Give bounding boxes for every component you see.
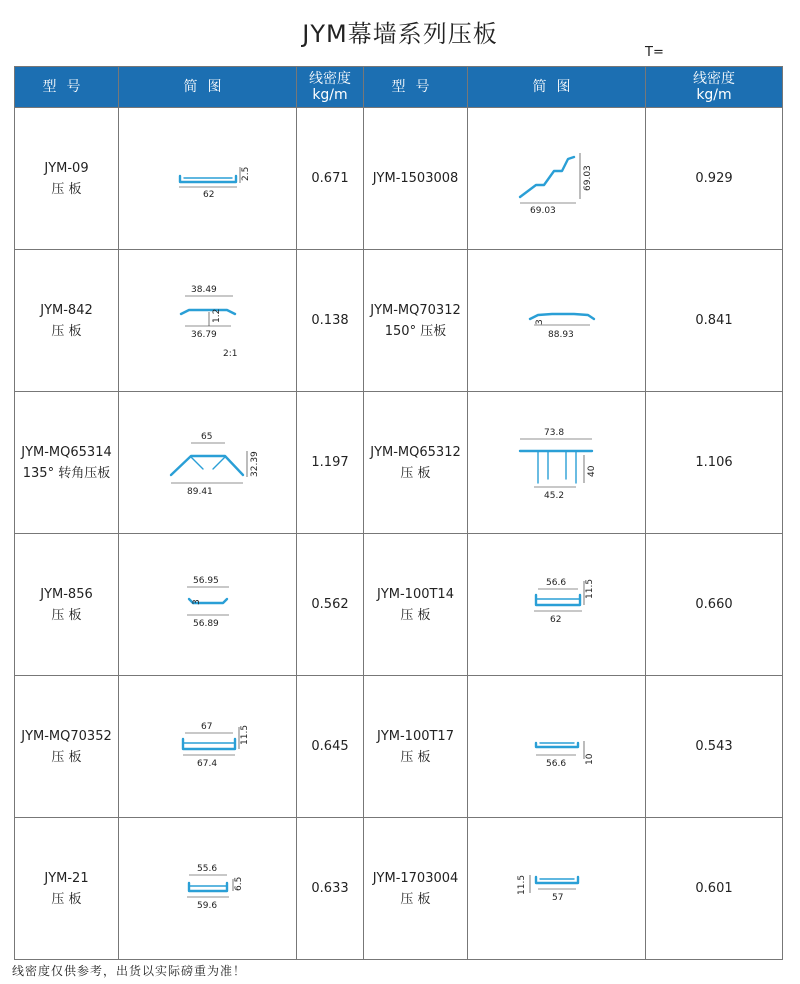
density-value: 0.601 xyxy=(646,818,783,960)
profile-drawing-jym-856 xyxy=(123,565,293,645)
model-desc: 压 板 xyxy=(400,607,431,623)
figure-cell xyxy=(119,250,297,392)
dim-label: 56.6 xyxy=(545,758,566,769)
model-cell xyxy=(364,534,468,676)
model-code: JYM-1503008 xyxy=(372,171,459,186)
header-figure: 简图 xyxy=(119,67,297,108)
dim-label: 55.6 xyxy=(196,863,217,874)
model-code: JYM-842 xyxy=(40,302,93,318)
table-row xyxy=(15,676,783,818)
dim-label: 45.2 xyxy=(543,490,564,501)
model-code: JYM-MQ65314 xyxy=(21,444,112,460)
dim-label: 11.5 xyxy=(239,724,250,745)
density-value: 0.929 xyxy=(646,108,783,250)
table-row xyxy=(15,818,783,960)
model-cell xyxy=(364,676,468,818)
figure-cell xyxy=(468,250,646,392)
header-density: 线密度 kg/m xyxy=(297,67,364,108)
figure-cell xyxy=(119,534,297,676)
dim-label: 36.79 xyxy=(190,329,217,340)
profile-drawing-jym-mq65312 xyxy=(472,423,642,503)
dim-label: 56.89 xyxy=(192,618,219,629)
dim-label: 89.41 xyxy=(186,486,213,497)
model-desc: 压 板 xyxy=(400,465,431,481)
model-desc: 压 板 xyxy=(51,749,82,765)
model-cell xyxy=(364,108,468,250)
model-cell xyxy=(15,534,119,676)
density-value: 1.197 xyxy=(297,392,364,534)
model-desc: 135° 转角压板 xyxy=(22,465,111,481)
dim-label: 67.4 xyxy=(196,758,217,769)
table-row xyxy=(15,250,783,392)
model-cell xyxy=(364,818,468,960)
dim-label: 32.39 xyxy=(249,450,260,477)
density-value: 0.645 xyxy=(297,676,364,818)
dim-label: 11.5 xyxy=(584,578,595,599)
profile-drawing-jym-1503008 xyxy=(472,139,642,219)
dim-label: 67 xyxy=(200,721,212,732)
figure-cell xyxy=(468,676,646,818)
profile-drawing-jym-842 xyxy=(123,276,293,366)
dim-label: 1.2 xyxy=(211,308,222,323)
density-value: 0.841 xyxy=(646,250,783,392)
footnote: 线密度仅供参考，出货以实际磅重为准！ xyxy=(12,964,247,978)
dim-label: 3 xyxy=(191,598,202,605)
dim-label: 38.49 xyxy=(190,284,217,295)
density-value: 0.138 xyxy=(297,250,364,392)
model-code: JYM-MQ65312 xyxy=(370,444,461,460)
model-code: JYM-MQ70312 xyxy=(370,302,461,318)
figure-cell xyxy=(468,108,646,250)
dim-label: 2:1 xyxy=(222,348,237,359)
table-header-row xyxy=(15,67,783,108)
dim-label: 69.03 xyxy=(582,164,593,191)
profile-drawing-jym-mq65314 xyxy=(123,423,293,503)
figure-cell xyxy=(468,818,646,960)
dim-label: 3 xyxy=(534,318,545,325)
dim-label: 6.5 xyxy=(233,876,244,891)
profile-drawing-jym-100t14 xyxy=(472,565,642,645)
model-code: JYM-100T14 xyxy=(377,586,454,602)
model-cell xyxy=(15,250,119,392)
model-code: JYM-21 xyxy=(44,870,89,886)
model-cell xyxy=(364,250,468,392)
header-model: 型号 xyxy=(15,67,119,108)
profile-drawing-jym-mq70352 xyxy=(123,707,293,787)
dim-label: 88.93 xyxy=(547,329,574,340)
model-code: JYM-1703004 xyxy=(372,870,459,886)
dim-label: 2.5 xyxy=(240,166,251,181)
page-title: JYM幕墙系列压板 xyxy=(302,20,498,48)
profile-drawing-jym-100t17 xyxy=(472,707,642,787)
profile-drawing-jym-09 xyxy=(123,139,293,219)
figure-cell xyxy=(119,818,297,960)
model-desc: 压 板 xyxy=(51,607,82,623)
dim-label: 57 xyxy=(551,892,563,903)
figure-cell xyxy=(119,108,297,250)
dim-label: 10 xyxy=(584,753,595,765)
dim-label: 56.95 xyxy=(192,575,219,586)
model-desc: 压 板 xyxy=(51,323,82,339)
model-cell xyxy=(15,818,119,960)
model-desc: 压 板 xyxy=(400,749,431,765)
model-code: JYM-100T17 xyxy=(377,728,454,744)
header-model: 型号 xyxy=(364,67,468,108)
density-value: 0.671 xyxy=(297,108,364,250)
model-cell xyxy=(364,392,468,534)
density-value: 0.660 xyxy=(646,534,783,676)
dim-label: 11.5 xyxy=(516,874,527,895)
model-code: JYM-MQ70352 xyxy=(21,728,112,744)
dim-label: 40 xyxy=(586,465,597,477)
dim-label: 62 xyxy=(549,614,561,625)
model-desc: 150° 压板 xyxy=(384,323,447,339)
dim-label: 56.6 xyxy=(545,577,566,588)
table-row xyxy=(15,534,783,676)
model-cell xyxy=(15,676,119,818)
profile-table xyxy=(14,66,783,960)
figure-cell xyxy=(468,392,646,534)
model-desc: 压 板 xyxy=(51,891,82,907)
model-code: JYM-09 xyxy=(44,160,89,176)
dim-label: 62 xyxy=(202,189,214,200)
t-mark: T= xyxy=(645,45,664,60)
table-row xyxy=(15,108,783,250)
dim-label: 59.6 xyxy=(196,900,217,911)
dim-label: 65 xyxy=(200,431,212,442)
model-cell xyxy=(15,392,119,534)
figure-cell xyxy=(119,676,297,818)
header-density: 线密度 kg/m xyxy=(646,67,783,108)
model-code: JYM-856 xyxy=(40,586,93,602)
profile-drawing-jym-21 xyxy=(123,849,293,929)
model-desc: 压 板 xyxy=(400,891,431,907)
figure-cell xyxy=(119,392,297,534)
header-figure: 简图 xyxy=(468,67,646,108)
table-row xyxy=(15,392,783,534)
dim-label: 69.03 xyxy=(529,205,556,216)
density-value: 0.633 xyxy=(297,818,364,960)
profile-drawing-jym-mq70312 xyxy=(472,281,642,361)
density-value: 0.543 xyxy=(646,676,783,818)
dim-label: 73.8 xyxy=(543,427,564,438)
figure-cell xyxy=(468,534,646,676)
density-value: 0.562 xyxy=(297,534,364,676)
density-value: 1.106 xyxy=(646,392,783,534)
model-cell xyxy=(15,108,119,250)
model-desc: 压 板 xyxy=(51,181,82,197)
profile-drawing-jym-1703004 xyxy=(472,849,642,929)
